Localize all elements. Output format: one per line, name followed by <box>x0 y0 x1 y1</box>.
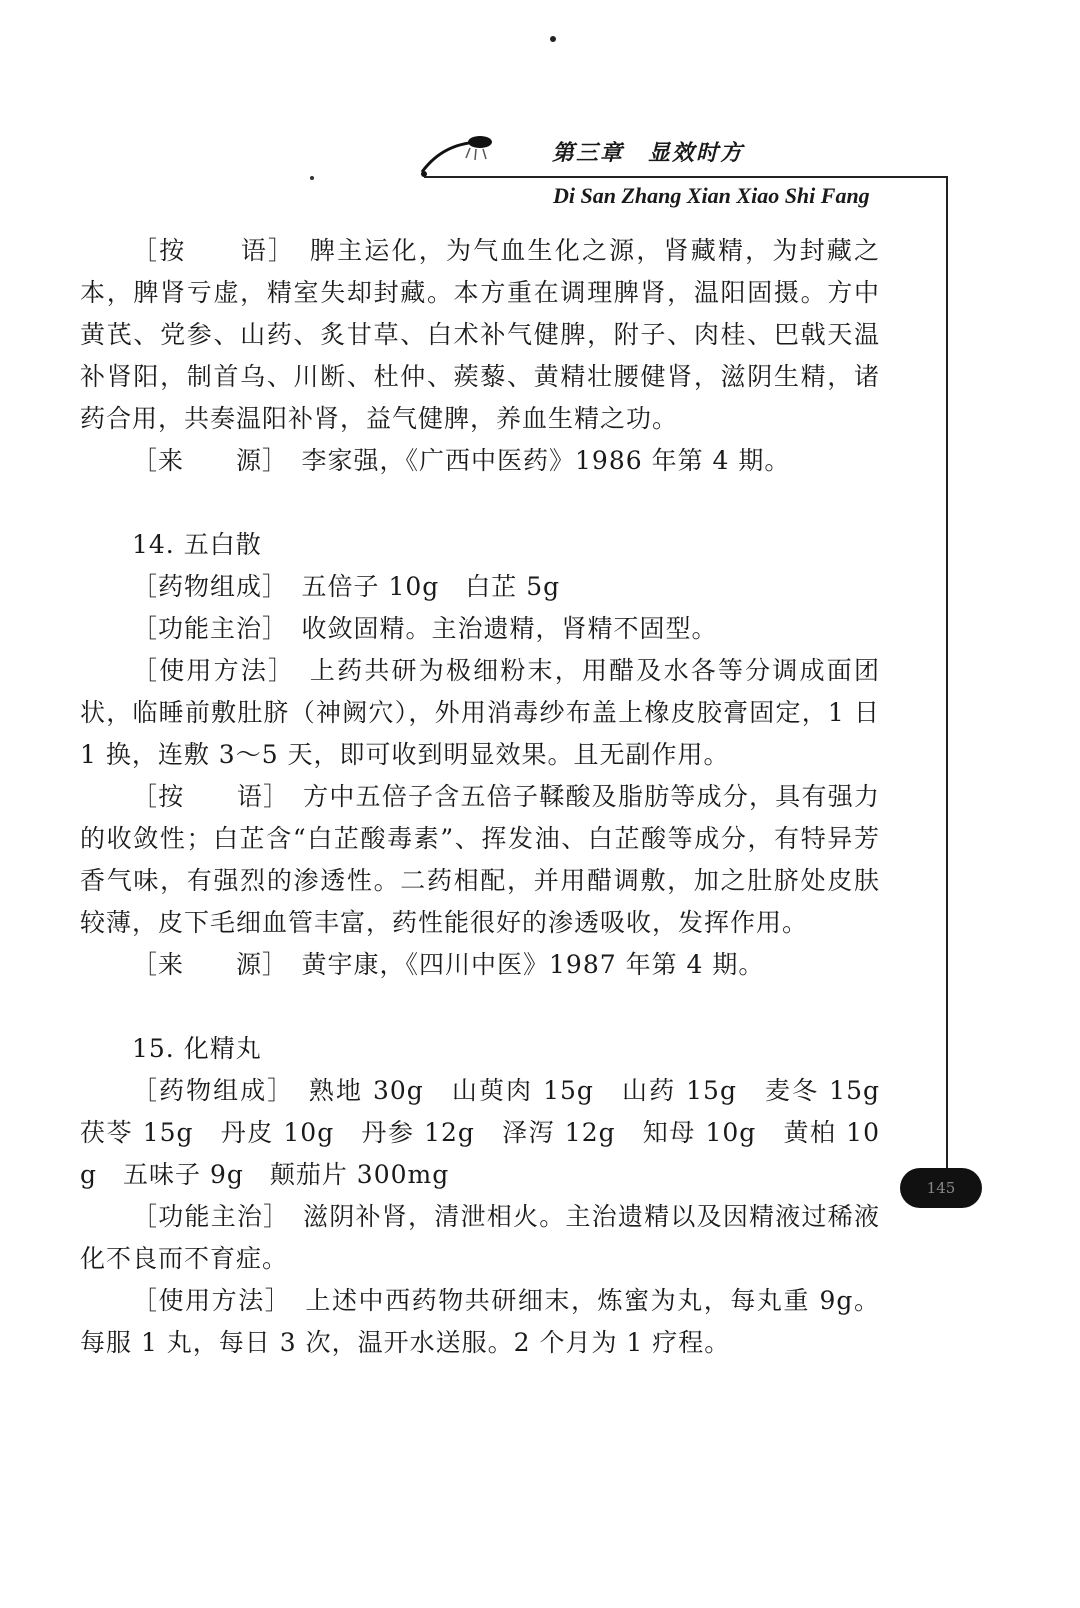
paragraph-usage: ［使用方法］ 上述中西药物共研细末，炼蜜为丸，每丸重 9g。每服 1 丸，每日 3 次，温开水送服。2 个月为 1 疗程。 <box>80 1286 880 1357</box>
paragraph-indications: ［功能主治］ 收敛固精。主治遗精，肾精不固型。 <box>132 614 718 643</box>
paragraph-note: ［按 语］ 脾主运化，为气血生化之源，肾藏精，为封藏之本，脾肾亏虚，精室失却封藏。本方重在调理脾肾，温阳固摄。方中黄芪、党参、山药、炙甘草、白术补气健脾，附子、肉桂、巴戟天温补肾阳，制首乌、川断、杜仲、蒺藜、黄精壮腰健肾，滋阴生精，诸药合用，共奏温阳补肾，益气健脾，养血生精之功。 <box>80 236 880 433</box>
header-rule <box>424 176 948 178</box>
page-number: 145 <box>926 1179 956 1197</box>
recipe-heading: 14. 五白散 <box>132 530 262 559</box>
recipe-heading: 15. 化精丸 <box>132 1034 262 1063</box>
body-text <box>80 230 907 1364</box>
paragraph-ingredients: ［药物组成］ 五倍子 10g 白芷 5g <box>132 572 561 601</box>
paragraph-source: ［来 源］ 黄宇康，《四川中医》1987 年第 4 期。 <box>132 950 765 979</box>
chapter-pinyin: Di San Zhang Xian Xiao Shi Fang <box>553 183 870 208</box>
paragraph-ingredients: ［药物组成］ 熟地 30g 山萸肉 15g 山药 15g 麦冬 15g 茯苓 15g 丹皮 10g 丹参 12g 泽泻 12g 知母 10g 黄柏 10g 五味子 9g 颠茄片 300mg <box>80 1076 907 1189</box>
ink-dot <box>310 176 314 180</box>
paragraph-usage: ［使用方法］ 上药共研为极细粉末，用醋及水各等分调成面团状，临睡前敷肚脐（神阙穴），外用消毒纱布盖上橡皮胶膏固定，1 日 1 换，连敷 3～5 天，即可收到明显效果。且无副作用。 <box>80 656 880 769</box>
chapter-title: 第三章 显效时方 <box>552 141 745 166</box>
page-number-tab <box>900 1168 982 1208</box>
paragraph-source: ［来 源］ 李家强，《广西中医药》1986 年第 4 期。 <box>132 446 791 475</box>
lamp-icon <box>420 132 500 180</box>
margin-rule <box>946 176 948 1192</box>
ink-dot <box>550 36 556 42</box>
paragraph-note: ［按 语］ 方中五倍子含五倍子鞣酸及脂肪等成分，具有强力的收敛性；白芷含“白芷酸毒素”、挥发油、白芷酸等成分，有特异芳香气味，有强烈的渗透性。二药相配，并用醋调敷，加之肚脐处皮肤较薄，皮下毛细血管丰富，药性能很好的渗透吸收，发挥作用。 <box>80 782 880 937</box>
paragraph-indications: ［功能主治］ 滋阴补肾，清泄相火。主治遗精以及因精液过稀液化不良而不育症。 <box>80 1202 880 1273</box>
